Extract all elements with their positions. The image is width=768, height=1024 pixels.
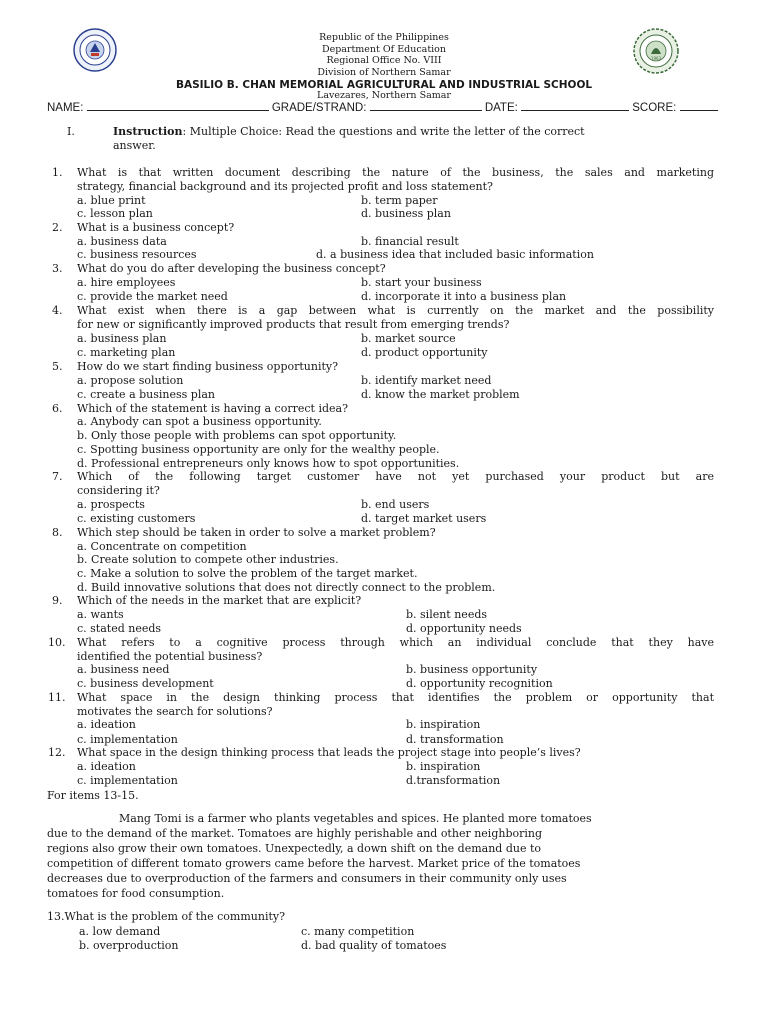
q6-option-b: b. Only those people with problems can spot opportunity. bbox=[77, 429, 397, 442]
score-field[interactable] bbox=[680, 100, 718, 111]
items-note: For items 13-15. bbox=[47, 789, 139, 802]
q11-option-c: c. implementation bbox=[77, 733, 178, 746]
q2-option-a: a. business data bbox=[77, 235, 167, 248]
q3-option-b: b. start your business bbox=[361, 276, 482, 289]
q9-option-c: c. stated needs bbox=[77, 622, 162, 635]
q13-stem: 13.What is the problem of the community? bbox=[47, 910, 286, 923]
q12-option-c: c. implementation bbox=[77, 774, 178, 787]
q3-option-a: a. hire employees bbox=[77, 276, 176, 289]
instruction-line2: answer. bbox=[113, 139, 156, 152]
q2-option-c: c. business resources bbox=[77, 248, 197, 261]
passage-line-6: tomatoes for food consumption. bbox=[47, 887, 225, 900]
q7-number: 7. bbox=[52, 470, 63, 483]
q2-option-b: b. financial result bbox=[361, 235, 459, 248]
q11-number: 11. bbox=[48, 691, 66, 704]
name-label: NAME: bbox=[47, 102, 84, 114]
q1-number: 1. bbox=[52, 166, 63, 179]
q1-option-d: d. business plan bbox=[361, 207, 451, 220]
q6-number: 6. bbox=[52, 402, 63, 415]
q7-option-d: d. target market users bbox=[361, 512, 487, 525]
q8-option-a: a. Concentrate on competition bbox=[77, 540, 247, 553]
q12-option-d: d.transformation bbox=[406, 774, 501, 787]
q5-option-c: c. create a business plan bbox=[77, 388, 215, 401]
q9-stem: Which of the needs in the market that are explicit? bbox=[77, 594, 362, 607]
q10-stem-line2: identified the potential business? bbox=[77, 650, 263, 663]
instruction-line1 bbox=[113, 125, 585, 138]
student-info-line bbox=[47, 100, 727, 114]
header-division: Division of Northern Samar bbox=[317, 67, 451, 78]
q6-option-d: d. Professional entrepreneurs only knows how to spot opportunities. bbox=[77, 457, 460, 470]
q12-stem: What space in the design thinking process that leads the project stage into people’s lives? bbox=[77, 746, 581, 759]
instruction-text: : Multiple Choice: Read the questions and write the letter of the correct bbox=[182, 125, 585, 138]
q11-stem-line2: motivates the search for solutions? bbox=[77, 705, 273, 718]
q5-option-a: a. propose solution bbox=[77, 374, 184, 387]
q3-option-d: d. incorporate it into a business plan bbox=[361, 290, 567, 303]
q10-number: 10. bbox=[48, 636, 66, 649]
q7-option-b: b. end users bbox=[361, 498, 430, 511]
school-name: BASILIO B. CHAN MEMORIAL AGRICULTURAL AND INDUSTRIAL SCHOOL bbox=[175, 79, 593, 91]
q9-number: 9. bbox=[52, 594, 63, 607]
q9-option-d: d. opportunity needs bbox=[406, 622, 522, 635]
passage-line-1: Mang Tomi is a farmer who plants vegetables and spices. He planted more tomatoes bbox=[119, 812, 592, 825]
q2-option-d: d. a business idea that included basic information bbox=[316, 248, 594, 261]
q1-stem-line1: What is that written document describing the nature of the business, the sales and marketing bbox=[77, 166, 714, 179]
q12-option-b: b. inspiration bbox=[406, 760, 481, 773]
q7-stem-line1: Which of the following target customer have not yet purchased your product but are bbox=[77, 470, 714, 483]
seal-year-text: 1963 bbox=[650, 56, 662, 61]
q4-number: 4. bbox=[52, 304, 63, 317]
q3-option-c: c. provide the market need bbox=[77, 290, 228, 303]
q13-option-b: b. overproduction bbox=[79, 939, 179, 952]
passage-line-5: decreases due to overproduction of the farmers and consumers in their community only uses bbox=[47, 872, 567, 885]
q6-option-c: c. Spotting business opportunity are only for the wealthy people. bbox=[77, 443, 440, 456]
q11-stem-line1: What space in the design thinking process that identifies the problem or opportunity that bbox=[77, 691, 714, 704]
instruction-label: Instruction bbox=[113, 125, 183, 138]
q10-stem-line1: What refers to a cognitive process through which an individual conclude that they have bbox=[77, 636, 714, 649]
q2-stem: What is a business concept? bbox=[77, 221, 235, 234]
school-address: Lavezares, Northern Samar bbox=[317, 90, 451, 101]
q7-stem-line2: considering it? bbox=[77, 484, 160, 497]
q10-option-c: c. business development bbox=[77, 677, 214, 690]
passage-line-3: regions also grow their own tomatoes. Unexpectedly, a down shift on the demand due to bbox=[47, 842, 542, 855]
q1-option-a: a. blue print bbox=[77, 194, 146, 207]
q5-option-d: d. know the market problem bbox=[361, 388, 520, 401]
q11-option-b: b. inspiration bbox=[406, 718, 481, 731]
name-field[interactable] bbox=[87, 100, 269, 111]
q4-option-a: a. business plan bbox=[77, 332, 167, 345]
instruction-numeral: I. bbox=[67, 125, 75, 138]
q6-option-a: a. Anybody can spot a business opportunity. bbox=[77, 415, 322, 428]
q9-option-b: b. silent needs bbox=[406, 608, 488, 621]
q4-option-b: b. market source bbox=[361, 332, 456, 345]
q3-stem: What do you do after developing the business concept? bbox=[77, 262, 386, 275]
date-field[interactable] bbox=[521, 100, 629, 111]
q10-option-d: d. opportunity recognition bbox=[406, 677, 553, 690]
q8-option-b: b. Create solution to compete other industries. bbox=[77, 553, 339, 566]
passage-line-2: due to the demand of the market. Tomatoes are highly perishable and other neighboring bbox=[47, 827, 543, 840]
q8-option-d: d. Build innovative solutions that does not directly connect to the problem. bbox=[77, 581, 496, 594]
q6-stem: Which of the statement is having a correct idea? bbox=[77, 402, 348, 415]
header-republic: Republic of the Philippines bbox=[319, 32, 449, 43]
q4-stem-line2: for new or significantly improved products that result from emerging trends? bbox=[77, 318, 510, 331]
grade-label: GRADE/STRAND: bbox=[271, 102, 367, 114]
q4-option-d: d. product opportunity bbox=[361, 346, 488, 359]
score-label: SCORE: bbox=[632, 102, 677, 114]
q7-option-a: a. prospects bbox=[77, 498, 145, 511]
q11-option-d: d. transformation bbox=[406, 733, 504, 746]
header-department: Department Of Education bbox=[321, 44, 447, 55]
q5-option-b: b. identify market need bbox=[361, 374, 492, 387]
q2-number: 2. bbox=[52, 221, 63, 234]
q8-stem: Which step should be taken in order to solve a market problem? bbox=[77, 526, 436, 539]
grade-field[interactable] bbox=[370, 100, 482, 111]
q3-number: 3. bbox=[52, 262, 63, 275]
q8-number: 8. bbox=[52, 526, 63, 539]
date-label: DATE: bbox=[484, 102, 518, 114]
q12-option-a: a. ideation bbox=[77, 760, 136, 773]
q12-number: 12. bbox=[48, 746, 66, 759]
q8-option-c: c. Make a solution to solve the problem of the target market. bbox=[77, 567, 418, 580]
q10-option-a: a. business need bbox=[77, 663, 170, 676]
passage-line-4: competition of different tomato growers came before the harvest. Market price of the tomatoes bbox=[47, 857, 581, 870]
header-region: Regional Office No. VIII bbox=[326, 55, 442, 66]
q1-option-b: b. term paper bbox=[361, 194, 438, 207]
q11-option-a: a. ideation bbox=[77, 718, 136, 731]
q1-option-c: c. lesson plan bbox=[77, 207, 153, 220]
q9-option-a: a. wants bbox=[77, 608, 124, 621]
q5-number: 5. bbox=[52, 360, 63, 373]
q1-stem-line2: strategy, financial background and its projected profit and loss statement? bbox=[77, 180, 493, 193]
q7-option-c: c. existing customers bbox=[77, 512, 196, 525]
q4-stem-line1: What exist when there is a gap between what is currently on the market and the possibility bbox=[77, 304, 714, 317]
q13-option-a: a. low demand bbox=[79, 925, 161, 938]
q13-option-d: d. bad quality of tomatoes bbox=[301, 939, 447, 952]
q13-option-c: c. many competition bbox=[301, 925, 415, 938]
q4-option-c: c. marketing plan bbox=[77, 346, 176, 359]
q10-option-b: b. business opportunity bbox=[406, 663, 538, 676]
q5-stem: How do we start finding business opportunity? bbox=[77, 360, 339, 373]
